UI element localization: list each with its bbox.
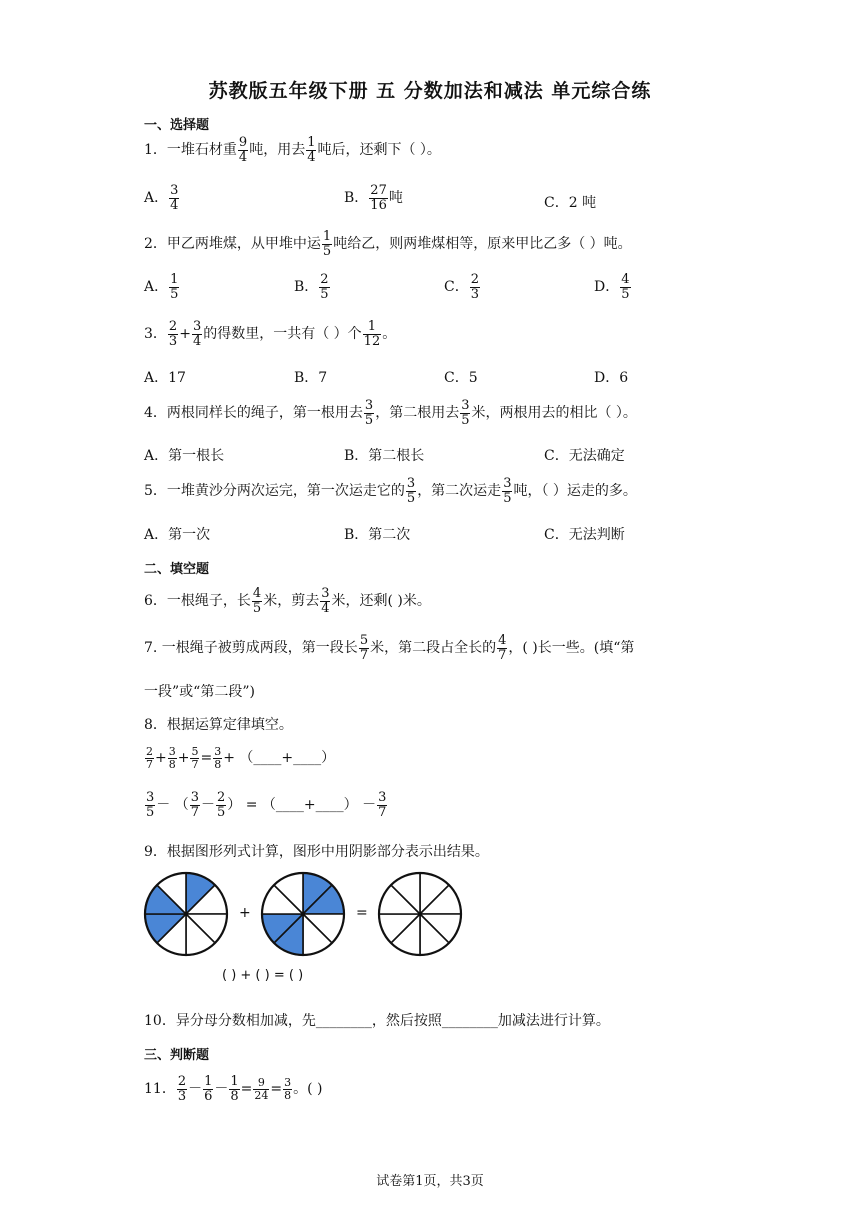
question-2: 2．甲乙两堆煤，从甲堆中运 $\frac{1}{5}$ 吨给乙，则两堆煤相等，原来甲比乙多（ ）吨。 xyxy=(144,229,632,259)
q4-option-a[interactable]: A．第一根长 xyxy=(144,448,225,464)
fraction: $\frac{9}{4}$ xyxy=(238,135,248,165)
fraction-circle-1 xyxy=(143,871,229,957)
q3-option-a[interactable]: A．17 xyxy=(144,370,186,386)
fraction-circle-3[interactable] xyxy=(377,871,463,957)
section-heading-judge: 三、判断题 xyxy=(144,1048,210,1063)
q2-option-b[interactable]: B． $\frac{2}{5}$ xyxy=(294,272,329,302)
question-7-line2: 一段”或“第二段”) xyxy=(144,684,255,700)
question-7: 7. 一根绳子被剪成两段，第一段长 $\frac{5}{7}$ 米，第二段占全长的 $\frac{4}{7}$ ，( )长一些。(填“第 xyxy=(144,633,635,663)
equals-sign: = xyxy=(356,905,368,921)
question-8: 8．根据运算定律填空。 xyxy=(144,717,293,733)
question-3: 3． $\frac{2}{3}$ + $\frac{3}{4}$ 的得数里，一共有（ ）个 $\frac{1}{12}$ 。 xyxy=(144,319,397,349)
q2-option-a[interactable]: A． $\frac{1}{5}$ xyxy=(144,272,179,302)
q1-option-a[interactable]: A． $\frac{3}{4}$ xyxy=(144,183,179,213)
q5-option-b[interactable]: B．第二次 xyxy=(344,527,411,543)
plus-sign: + xyxy=(239,905,251,921)
fraction: $\frac{1}{4}$ xyxy=(307,135,316,165)
question-6: 6．一根绳子，长 $\frac{4}{5}$ 米，剪去 $\frac{3}{4}$ 米，还剩( )米。 xyxy=(144,586,431,616)
question-9: 9．根据图形列式计算，图形中用阴影部分表示出结果。 xyxy=(144,844,489,860)
q8-row-1: $\frac{2}{7}$ + $\frac{3}{8}$ + $\frac{5}{7}$ = $\frac{3}{8}$ + （____+____） xyxy=(146,745,336,771)
q3-option-d[interactable]: D．6 xyxy=(594,370,629,386)
section-heading-choice: 一、选择题 xyxy=(144,118,210,133)
question-1: 1．一堆石材重 $\frac{9}{4}$ 吨，用去 $\frac{1}{4}$ 吨后，还剩下（ ）。 xyxy=(144,135,441,165)
q1-option-c[interactable]: C．2 吨 xyxy=(544,195,597,211)
q4-option-c[interactable]: C．无法确定 xyxy=(544,448,625,464)
q1-option-b[interactable]: B． $\frac{27}{16}$ 吨 xyxy=(344,183,403,213)
question-11: 11． $\frac{2}{3}$ － $\frac{1}{6}$ － $\frac{1}{8}$ = $\frac{9}{24}$ = $\frac{3}{8}$ 。( ) xyxy=(144,1074,323,1104)
page-footer: 试卷第1页，共3页 xyxy=(376,1174,484,1189)
q5-option-c[interactable]: C．无法判断 xyxy=(544,527,625,543)
question-4: 4．两根同样长的绳子，第一根用去 $\frac{3}{5}$ ，第二根用去 $\frac{3}{5}$ 米，两根用去的相比（ ）。 xyxy=(144,398,637,428)
q3-option-c[interactable]: C．5 xyxy=(444,370,478,386)
q9-formula: ( ) + ( ) = ( ) xyxy=(222,968,304,983)
fraction-circle-2 xyxy=(260,871,346,957)
q2-option-d[interactable]: D． $\frac{4}{5}$ xyxy=(594,272,630,302)
question-10: 10．异分母分数相加减，先________，然后按照________加减法进行计算。 xyxy=(144,1013,610,1029)
q8-row-2: $\frac{3}{5}$ － （ $\frac{3}{7}$ － $\frac{2}{5}$ ） = （____+____） － $\frac{3}{7}$ xyxy=(146,790,387,820)
q4-option-b[interactable]: B．第二根长 xyxy=(344,448,425,464)
q2-option-c[interactable]: C． $\frac{2}{3}$ xyxy=(444,272,479,302)
page-title: 苏教版五年级下册 五 分数加法和减法 单元综合练 xyxy=(208,80,652,102)
q3-option-b[interactable]: B．7 xyxy=(294,370,328,386)
question-5: 5．一堆黄沙分两次运完，第一次运走它的 $\frac{3}{5}$ ，第二次运走 $\frac{3}{5}$ 吨，（ ）运走的多。 xyxy=(144,476,637,506)
section-heading-fill: 二、填空题 xyxy=(144,562,210,577)
q5-option-a[interactable]: A．第一次 xyxy=(144,527,211,543)
